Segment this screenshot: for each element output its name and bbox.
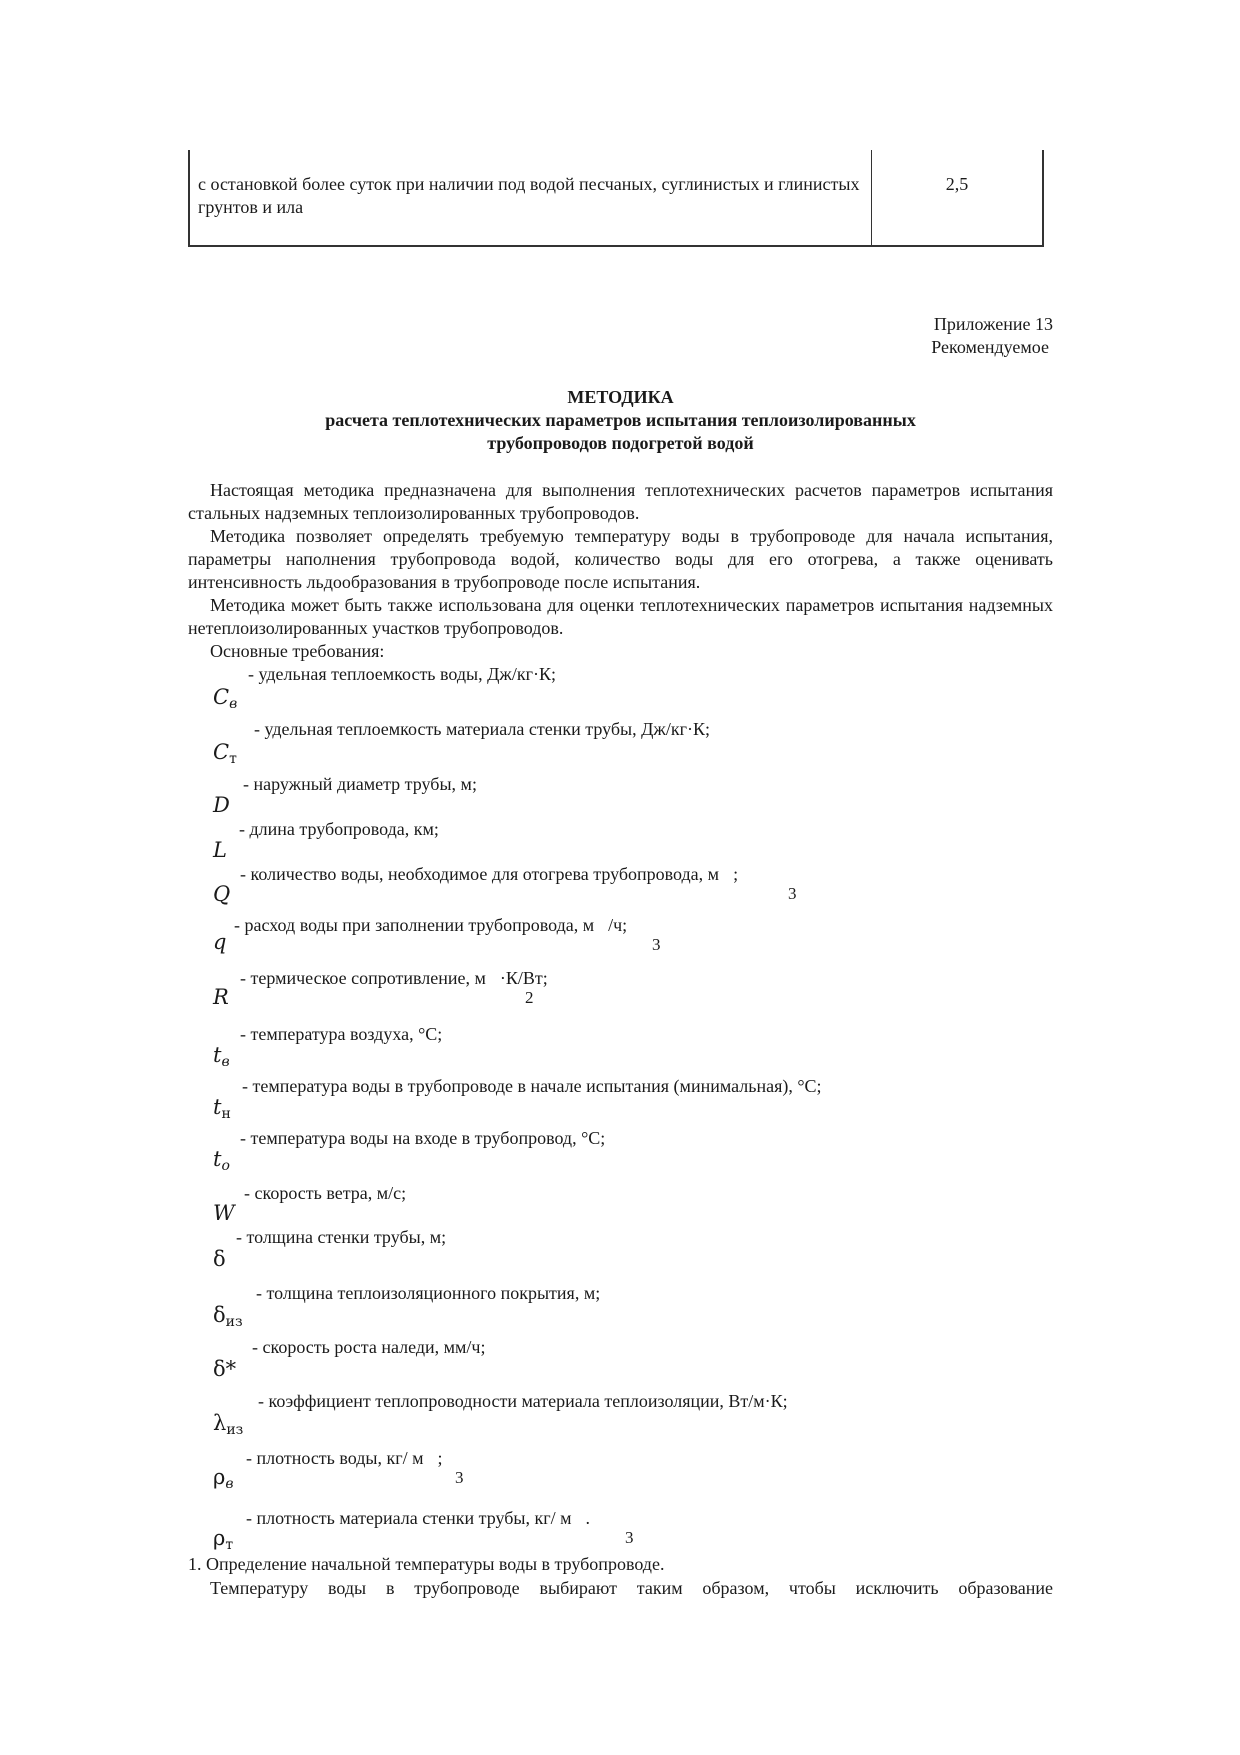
definition-text: - толщина теплоизоляционного покрытия, м;	[256, 1283, 601, 1303]
exponent: 3	[788, 884, 797, 903]
definition-text: - скорость роста наледи, мм/ч;	[252, 1337, 486, 1357]
exponent: 3	[455, 1468, 464, 1487]
symbol: $t_н$	[213, 1095, 231, 1122]
section-1-heading: 1. Определение начальной температуры воды в трубопроводе.	[188, 1554, 665, 1574]
intro-paragraph-3: Методика может быть также использована для оценки теплотехнических параметров испытания надземных нетеплоизолированных участков трубопроводов.	[188, 595, 1053, 638]
requirements-table	[188, 150, 1044, 247]
table-column-divider	[871, 150, 872, 245]
definition-text: - температура воды в трубопроводе в начале испытания (минимальная), °С;	[242, 1076, 822, 1096]
symbol: $\rho_т$	[213, 1526, 234, 1553]
definition-text: - плотность воды, кг/ м ;	[246, 1448, 443, 1468]
symbol: δ	[213, 1247, 226, 1271]
intro-paragraph-2: Методика позволяет определять требуемую температуру воды в трубопроводе для начала испытания, параметры наполнения трубопровода водой, количество воды для его отогрева, а также оценивать интенсивность льдообразования в трубопроводе после испытания.	[188, 526, 1053, 592]
definition-text: - толщина стенки трубы, м;	[236, 1227, 447, 1247]
symbol: $C_т$	[213, 740, 237, 767]
exponent: 3	[652, 935, 661, 954]
definition-text: - удельная теплоемкость воды, Дж/кг·К;	[248, 664, 556, 684]
symbol: δ*	[213, 1357, 237, 1381]
appendix-number: Приложение 13	[933, 314, 1053, 334]
symbol: $\lambda_{из}$	[213, 1411, 244, 1438]
symbol: Q	[213, 882, 231, 906]
symbol: $C_в$	[213, 685, 238, 712]
definition-text: - удельная теплоемкость материала стенки трубы, Дж/кг·К;	[254, 719, 710, 739]
intro-paragraph-4: Основные требования:	[210, 641, 385, 661]
intro-paragraph-1: Настоящая методика предназначена для выполнения теплотехнических расчетов параметров испытания стальных надземных теплоизолированных трубопроводов.	[188, 480, 1053, 523]
symbol: L	[213, 838, 227, 862]
definition-text: - термическое сопротивление, м ·К/Вт;	[240, 968, 548, 988]
definition-text: - температура воды на входе в трубопровод, °С;	[240, 1128, 606, 1148]
definition-text: - длина трубопровода, км;	[239, 819, 439, 839]
symbol: $\rho_в$	[213, 1465, 234, 1492]
table-cell-value: 2,5	[945, 174, 969, 194]
title-line-3: трубопроводов подогретой водой	[487, 433, 754, 453]
definition-text: - наружный диаметр трубы, м;	[243, 774, 477, 794]
symbol: W	[213, 1201, 235, 1225]
exponent: 3	[625, 1528, 634, 1547]
definition-text: - скорость ветра, м/с;	[244, 1183, 407, 1203]
appendix-status: Рекомендуемое	[931, 337, 1049, 357]
symbol: R	[213, 985, 229, 1009]
symbol: $\delta_{из}$	[213, 1303, 243, 1330]
definition-text: - расход воды при заполнении трубопровода, м /ч;	[234, 915, 628, 935]
document-title	[188, 386, 1053, 455]
exponent: 2	[525, 988, 534, 1007]
definition-text: - плотность материала стенки трубы, кг/ м .	[246, 1508, 591, 1528]
definition-text: - количество воды, необходимое для отогрева трубопровода, м ;	[240, 864, 739, 884]
title-line-1: МЕТОДИКА	[567, 387, 674, 407]
definition-text: - температура воздуха, °С;	[240, 1024, 443, 1044]
symbol: $t_в$	[213, 1043, 230, 1070]
table-cell-text: с остановкой более суток при наличии под водой песчаных, суглинистых и глинистых грунтов и ила	[198, 174, 860, 217]
symbol: D	[213, 793, 230, 817]
section-1-text: Температуру воды в трубопроводе выбирают таким образом, чтобы исключить образование	[210, 1578, 1053, 1598]
symbol: q	[213, 930, 227, 954]
title-line-2: расчета теплотехнических параметров испытания теплоизолированных	[325, 410, 916, 430]
definition-text: - коэффициент теплопроводности материала теплоизоляции, Вт/м·К;	[258, 1391, 788, 1411]
symbol: $t_о$	[213, 1147, 230, 1174]
